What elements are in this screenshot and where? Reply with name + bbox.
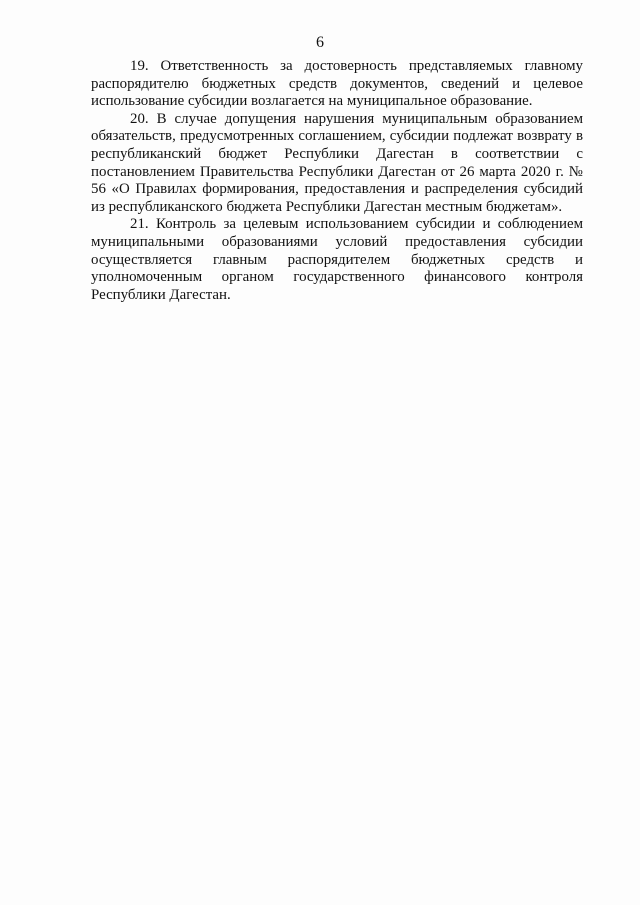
paragraph-19: 19. Ответственность за достоверность представляемых главному распорядителю бюджетных средств документов, сведений и целевое использование субсидии возлагается на муниципальное образование. <box>91 58 583 110</box>
paragraph-21: 21. Контроль за целевым использованием субсидии и соблюдением муниципальными образованиями условий предоставления субсидии осуществляется главным распорядителем бюджетных средств и уполномоченным органом государственного финансового контроля Республики Дагестан. <box>91 216 583 303</box>
page-number: 6 <box>316 34 324 51</box>
document-body <box>91 58 583 304</box>
paragraph-20: 20. В случае допущения нарушения муниципальным образованием обязательств, предусмотренных соглашением, субсидии подлежат возврату в республиканский бюджет Республики Дагестан в соответствии с постановлением Правительства Республики Дагестан от 26 марта 2020 г. № 56 «О Правилах формирования, предоставления и распределения субсидий из республиканского бюджета Республики Дагестан местным бюджетам». <box>91 110 583 215</box>
